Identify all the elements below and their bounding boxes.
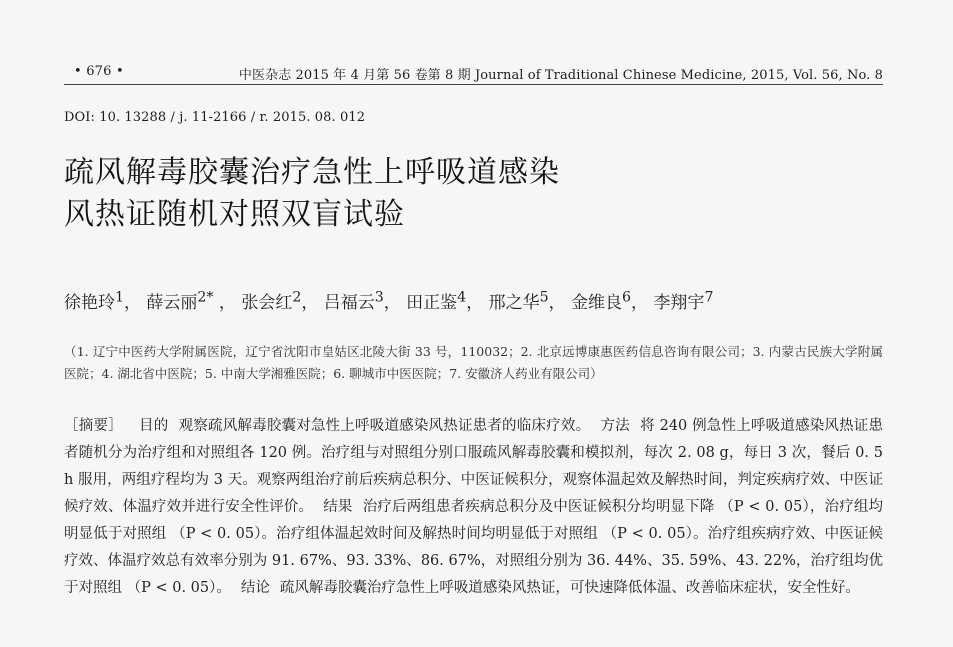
methods-label: 方法 xyxy=(600,418,630,434)
author-list xyxy=(64,288,713,313)
abstract-label: ［摘要］ xyxy=(64,418,123,434)
conclusion-label: 结论 xyxy=(240,580,270,596)
article-title xyxy=(64,152,560,236)
author: 徐艳玲$^1$， xyxy=(64,289,142,313)
title-line-2: 风热证随机对照双盲试验 xyxy=(64,197,405,232)
page-number: • 676 • xyxy=(74,64,124,79)
author: 邢之华$^5$， xyxy=(488,289,566,313)
author: 张会红$^2$， xyxy=(241,289,319,313)
affiliations: （1. 辽宁中医药大学附属医院，辽宁省沈阳市皇姑区北陵大街 33 号，110032；2. 北京远博康惠医药信息咨询有限公司；3. 内蒙古民族大学附属医院；4. 湖北省中医院；5. 中南大学湘雅医院；6. 聊城市中医医院；7. 安徽济人药业有限公司） xyxy=(64,344,883,381)
conclusion-text: 疏风解毒胶囊治疗急性上呼吸道感染风热证，可快速降低体温、改善临床症状，安全性好。 xyxy=(279,580,860,596)
author: 吕福云$^3$， xyxy=(323,289,401,313)
abstract xyxy=(64,413,883,602)
author: 田正鉴$^4$， xyxy=(406,289,484,313)
results-label: 结果 xyxy=(323,499,353,515)
objective-label: 目的 xyxy=(138,418,169,434)
author: 李翔宇$^7$ xyxy=(653,289,714,313)
methods-text: 将 240 例急性上呼吸道感染风热证患者随机分为治疗组和对照组各 120 例。治疗组与对照组分别口服疏风解毒胶囊和模拟剂，每次 2. 08 g，每日 3 次，餐后 0. 5 h 服用，两组疗程均为 3 天。观察两组治疗前后疾病总积分、中医证候积分，观察体温起效及解热时间，判定疾病疗效、中医证候疗效、体温疗效并进行安全性评价。 xyxy=(64,418,884,515)
running-header xyxy=(64,62,883,85)
journal-citation: 中医杂志 2015 年 4 月第 56 卷第 8 期 Journal of Traditional Chinese Medicine, 2015, Vol. 56, No. 8 xyxy=(238,68,883,83)
objective-text: 观察疏风解毒胶囊对急性上呼吸道感染风热证患者的临床疗效。 xyxy=(178,418,591,434)
author: 薛云丽$^{2*}$ ， xyxy=(146,289,236,313)
doi: DOI: 10. 13288 / j. 11-2166 / r. 2015. 08. 012 xyxy=(64,110,366,125)
title-line-1: 疏风解毒胶囊治疗急性上呼吸道感染 xyxy=(64,155,560,190)
author: 金维良$^6$， xyxy=(571,289,649,313)
results-text: 治疗后两组患者疾病总积分及中医证候积分均明显下降 （P < 0. 05），治疗组均明显低于对照组 （P < 0. 05）。治疗组体温起效时间及解热时间均明显低于对照组 （P < 0. 05）。治疗组疾病疗效、中医证候疗效、体温疗效总有效率分别为 91. 67%、93. 33%、86. 67%，对照组分别为 36. 44%、35. 59%、43. 22%，治疗组均优于对照组 （P < 0. 05）。 xyxy=(64,499,884,596)
